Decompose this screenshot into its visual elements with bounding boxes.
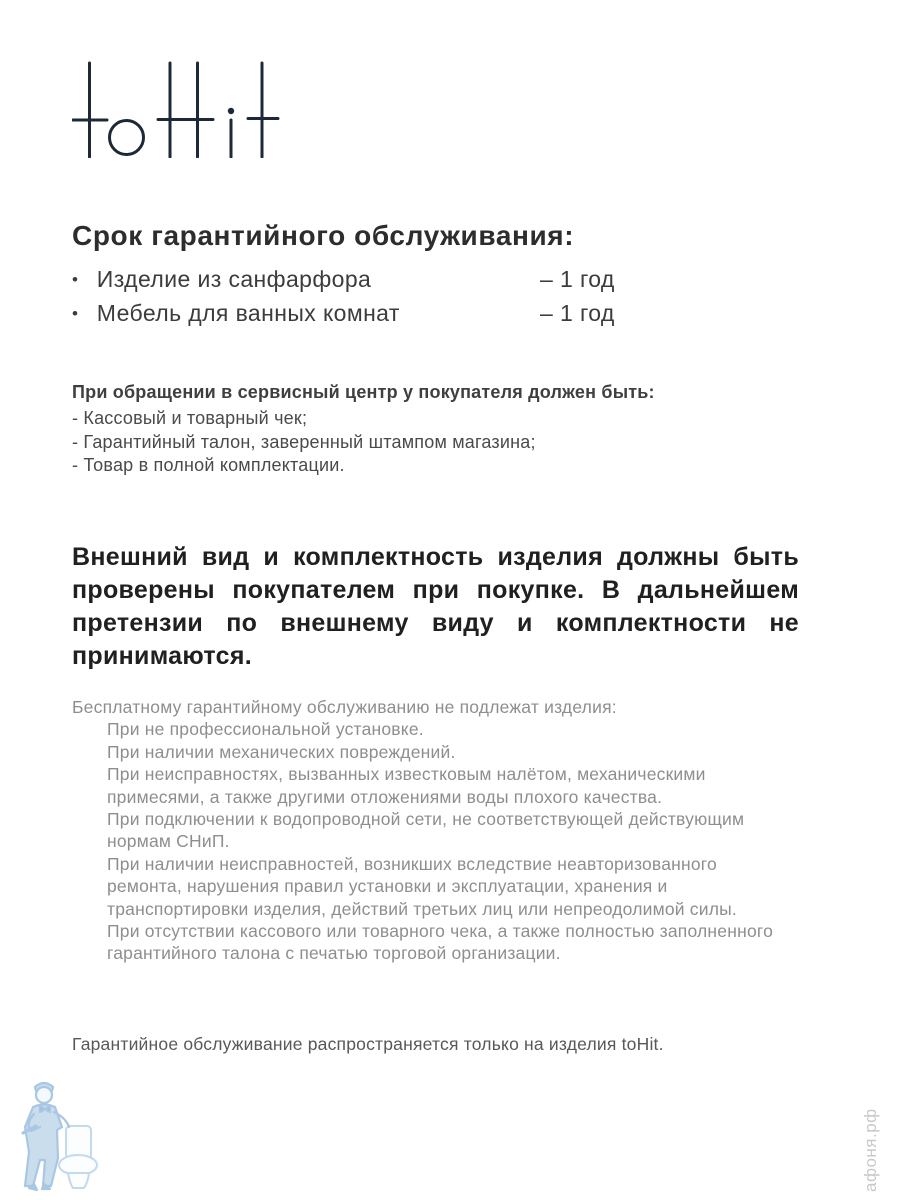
exclusion-item: При не профессиональной установке. xyxy=(107,719,424,740)
service-center-item: - Гарантийный талон, заверенный штампом магазина; xyxy=(72,431,536,452)
warranty-item-term: – 1 год xyxy=(540,266,615,292)
warranty-period-item xyxy=(72,262,792,296)
warranty-period-item xyxy=(72,296,792,330)
inspection-notice: Внешний вид и комплектность изделия должны быть проверены покупателем при покупке. В дальнейшем претензии по внешнему виду и комплектности не принимаются. xyxy=(72,543,799,670)
warranty-period-section xyxy=(72,220,792,330)
service-center-item: - Товар в полной комплектации. xyxy=(72,455,345,475)
bullet-icon: • xyxy=(72,270,79,289)
site-watermark: афоня.рф xyxy=(861,1108,880,1192)
exclusion-item: При отсутствии кассового или товарного чека, а также полностью заполненного гарантийного талона с печатью торговой организации. xyxy=(107,921,774,964)
exclusions-section xyxy=(72,696,778,965)
footer-note: Гарантийное обслуживание распространяется только на изделия toHit. xyxy=(72,1034,664,1054)
plumber-toilet-watermark-icon xyxy=(12,1076,117,1196)
bullet-icon: • xyxy=(72,304,79,323)
service-center-section xyxy=(72,382,792,478)
tohit-logo xyxy=(72,58,282,158)
warranty-item-label: Изделие из санфарфора xyxy=(96,266,372,292)
exclusion-item: При наличии неисправностей, возникших вследствие неавторизованного ремонта, нарушения правил установки и эксплуатации, хранения и транспортировки изделия, действий третьих лиц или непреодолимой силы. xyxy=(107,853,737,919)
exclusions-title: Бесплатному гарантийному обслуживанию не подлежат изделия: xyxy=(72,697,617,717)
service-center-item: - Кассовый и товарный чек; xyxy=(72,408,308,428)
service-center-title: При обращении в сервисный центр у покупателя должен быть: xyxy=(72,382,655,402)
warranty-period-title: Срок гарантийного обслуживания: xyxy=(72,220,575,251)
exclusion-item: При неисправностях, вызванных известковым налётом, механическими примесями, а также другими отложениями воды плохого качества. xyxy=(107,764,706,807)
exclusion-item: При наличии механических повреждений. xyxy=(107,741,456,762)
warranty-item-term: – 1 год xyxy=(540,300,615,326)
exclusion-item: При подключении к водопроводной сети, не соответствующей действующим нормам СНиП. xyxy=(107,809,745,852)
warranty-item-label: Мебель для ванных комнат xyxy=(96,300,400,326)
